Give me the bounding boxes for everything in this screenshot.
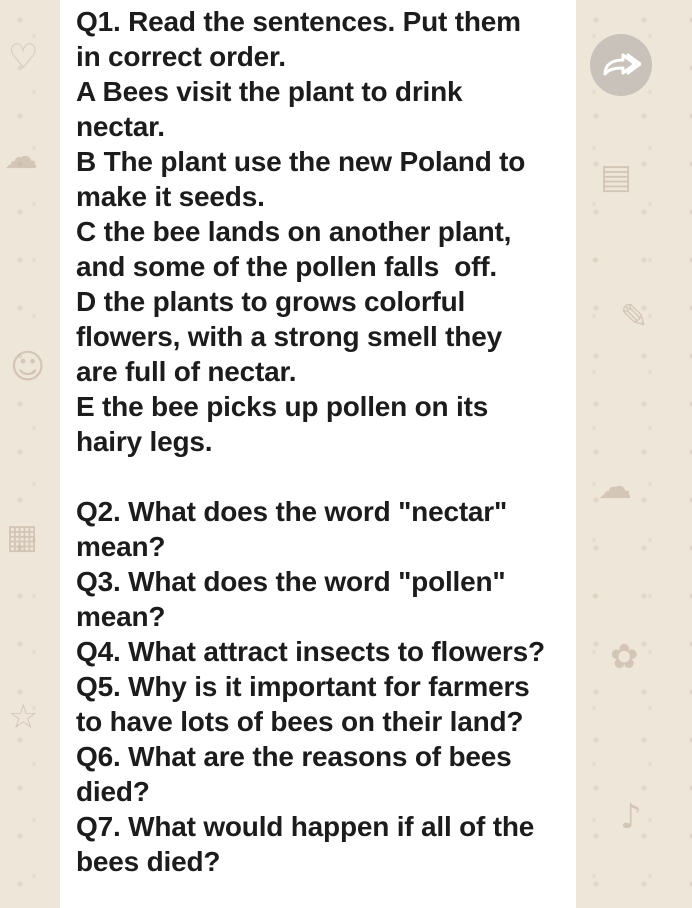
heart-doodle-icon: ♡: [8, 37, 39, 77]
message-line: are full of nectar.: [76, 356, 297, 387]
message-bubble[interactable]: [60, 0, 576, 908]
flower-doodle-icon: ✿: [610, 637, 639, 677]
forward-arrow-icon: [601, 52, 641, 78]
music-doodle-icon: ♪: [620, 797, 642, 837]
forward-button[interactable]: [590, 34, 652, 96]
message-line: to have lots of bees on their land?: [76, 706, 524, 737]
pencil-doodle-icon: ✎: [620, 297, 649, 337]
message-line: Q2. What does the word "nectar": [76, 496, 508, 527]
message-line: and some of the pollen falls off.: [76, 251, 498, 282]
message-line: make it seeds.: [76, 181, 265, 212]
message-line: died?: [76, 776, 150, 807]
message-line: D the plants to grows colorful: [76, 286, 466, 317]
calculator-doodle-icon: ▦: [6, 517, 39, 557]
smiley-doodle-icon: ☺: [10, 347, 46, 387]
message-line: Q1. Read the sentences. Put them: [76, 6, 521, 37]
message-line: [76, 459, 562, 494]
message-line: B The plant use the new Poland to: [76, 146, 526, 177]
message-line: mean?: [76, 531, 166, 562]
message-line: nectar.: [76, 111, 165, 142]
clipboard-doodle-icon: ▤: [600, 157, 633, 197]
message-line: E the bee picks up pollen on its: [76, 391, 489, 422]
message-line: hairy legs.: [76, 426, 213, 457]
cloud-doodle-icon: ☁: [4, 137, 38, 177]
message-line: C the bee lands on another plant,: [76, 216, 512, 247]
message-line: Q3. What does the word "pollen": [76, 566, 506, 597]
message-line: Q5. Why is it important for farmers: [76, 671, 530, 702]
message-line: Q4. What attract insects to flowers?: [76, 636, 545, 667]
message-line: A Bees visit the plant to drink: [76, 76, 463, 107]
message-line: Q6. What are the reasons of bees: [76, 741, 512, 772]
message-line: bees died?: [76, 846, 221, 877]
message-line: flowers, with a strong smell they: [76, 321, 502, 352]
message-line: in correct order.: [76, 41, 286, 72]
message-line: mean?: [76, 601, 166, 632]
cloud-doodle-icon: ☁: [598, 467, 632, 507]
message-line: Q7. What would happen if all of the: [76, 811, 535, 842]
star-doodle-icon: ☆: [8, 697, 39, 737]
